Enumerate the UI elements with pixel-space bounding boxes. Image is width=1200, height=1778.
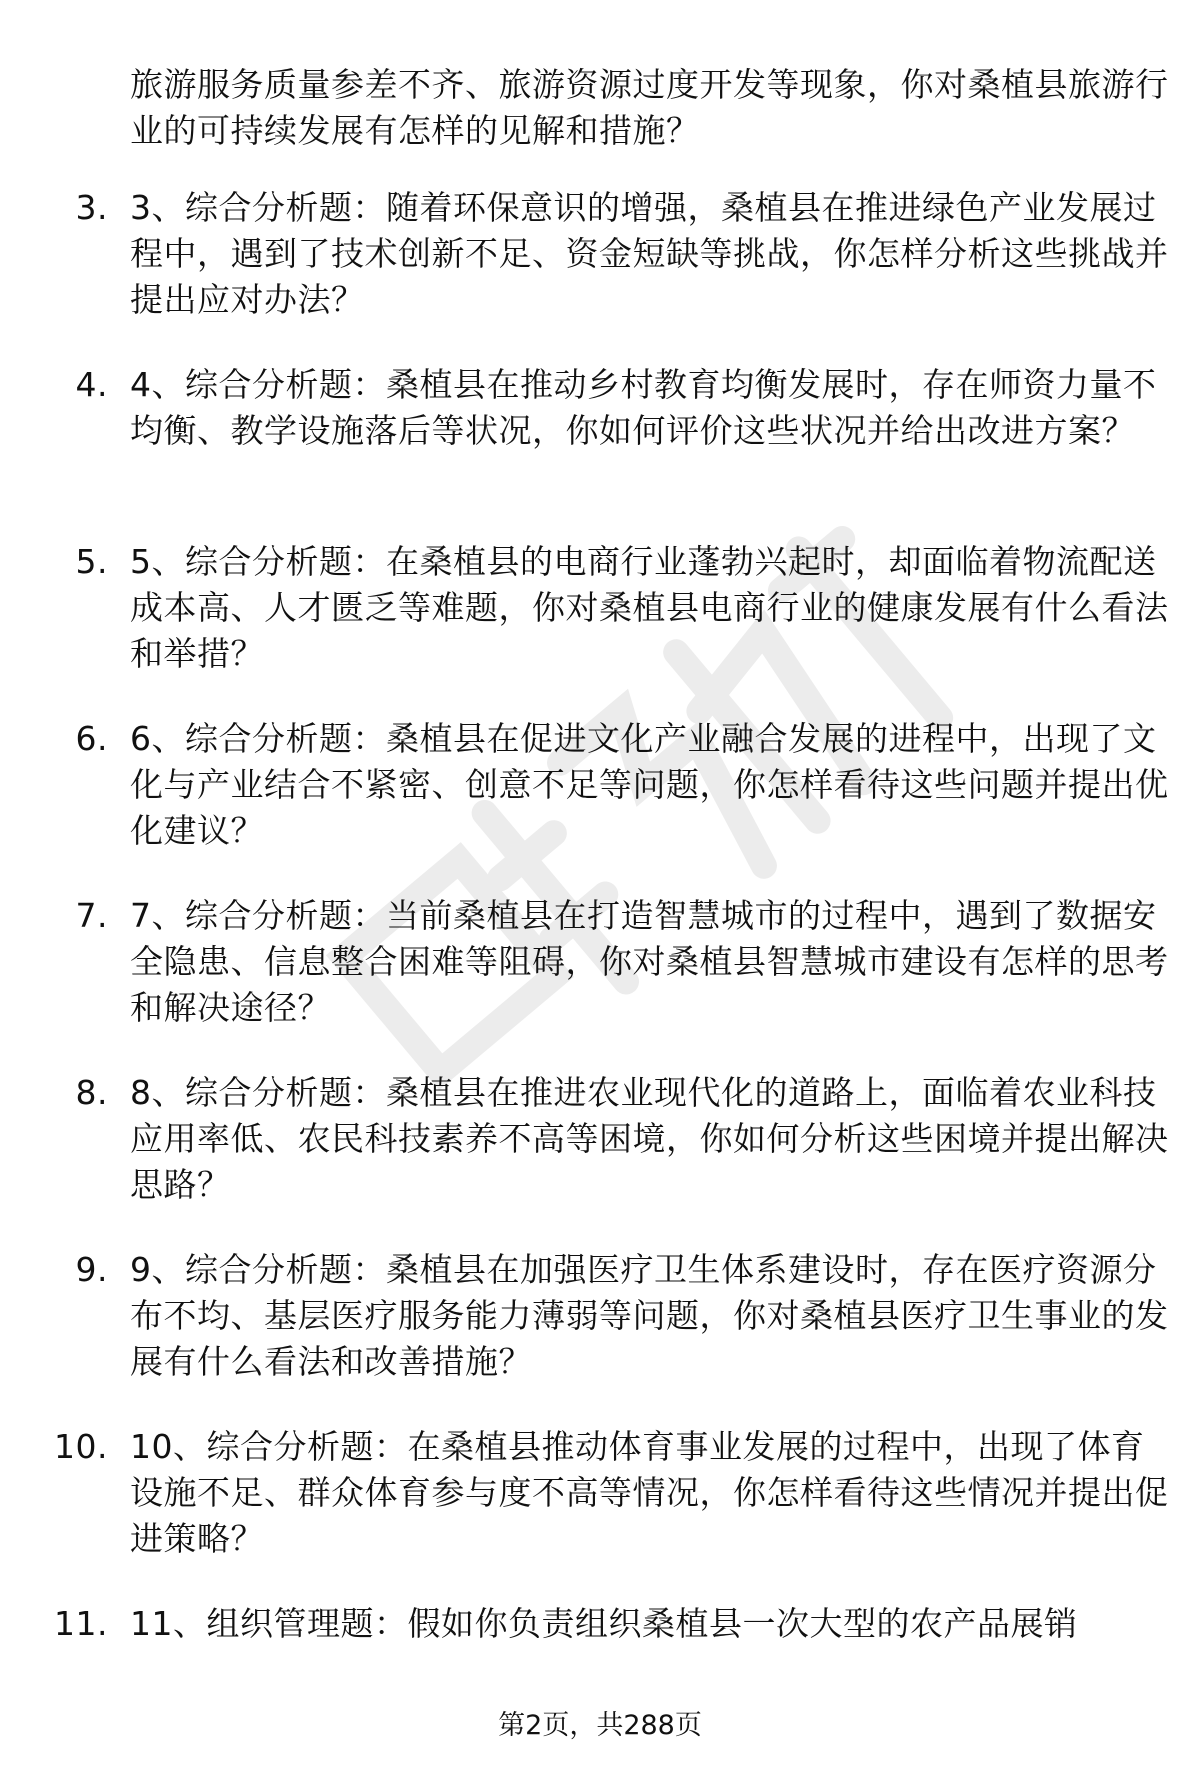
question-list (0, 185, 1200, 1778)
list-item-number: 3. (75, 188, 108, 227)
list-item-number: 10. (54, 1427, 108, 1466)
list-item-text: 4、综合分析题：桑植县在推动乡村教育均衡发展时，存在师资力量不均衡、教学设施落后等状况，你如何评价这些状况并给出改进方案？ (130, 365, 1157, 450)
list-item (0, 1424, 1200, 1601)
list-item-number: 7. (75, 896, 108, 935)
list-item-text: 3、综合分析题：随着环保意识的增强，桑植县在推进绿色产业发展过程中，遇到了技术创新不足、资金短缺等挑战，你怎样分析这些挑战并提出应对办法？ (130, 188, 1169, 319)
list-item (0, 893, 1200, 1070)
list-item (0, 362, 1200, 539)
list-item-text: 8、综合分析题：桑植县在推进农业现代化的道路上，面临着农业科技应用率低、农民科技素养不高等困境，你如何分析这些困境并提出解决思路？ (130, 1073, 1169, 1204)
list-item-number: 6. (75, 719, 108, 758)
list-item-text: 9、综合分析题：桑植县在加强医疗卫生体系建设时，存在医疗资源分布不均、基层医疗服务能力薄弱等问题，你对桑植县医疗卫生事业的发展有什么看法和改善措施？ (130, 1250, 1169, 1381)
list-item-text: 11、组织管理题：假如你负责组织桑植县一次大型的农产品展销 (130, 1604, 1078, 1643)
list-item (0, 1247, 1200, 1424)
list-item-text: 5、综合分析题：在桑植县的电商行业蓬勃兴起时，却面临着物流配送成本高、人才匮乏等难题，你对桑植县电商行业的健康发展有什么看法和举措？ (130, 542, 1169, 673)
continuation-paragraph: 旅游服务质量参差不齐、旅游资源过度开发等现象，你对桑植县旅游行业的可持续发展有怎样的见解和措施？ (130, 65, 1169, 150)
list-item-number: 11. (54, 1604, 108, 1643)
list-item-text: 6、综合分析题：桑植县在促进文化产业融合发展的进程中，出现了文化与产业结合不紧密、创意不足等问题，你怎样看待这些问题并提出优化建议？ (130, 719, 1169, 850)
list-item-number: 5. (75, 542, 108, 581)
list-item-number: 9. (75, 1250, 108, 1289)
list-item (0, 1070, 1200, 1247)
list-item-number: 8. (75, 1073, 108, 1112)
list-item-number: 4. (75, 365, 108, 404)
list-item-text: 7、综合分析题：当前桑植县在打造智慧城市的过程中，遇到了数据安全隐患、信息整合困难等阻碍，你对桑植县智慧城市建设有怎样的思考和解决途径？ (130, 896, 1169, 1027)
list-item (0, 539, 1200, 716)
list-item-text: 10、综合分析题：在桑植县推动体育事业发展的过程中，出现了体育设施不足、群众体育参与度不高等情况，你怎样看待这些情况并提出促进策略？ (130, 1427, 1169, 1558)
list-item (0, 185, 1200, 362)
list-item (0, 716, 1200, 893)
page-footer: 第2页，共288页 (498, 1710, 702, 1741)
list-item (0, 1601, 1200, 1778)
